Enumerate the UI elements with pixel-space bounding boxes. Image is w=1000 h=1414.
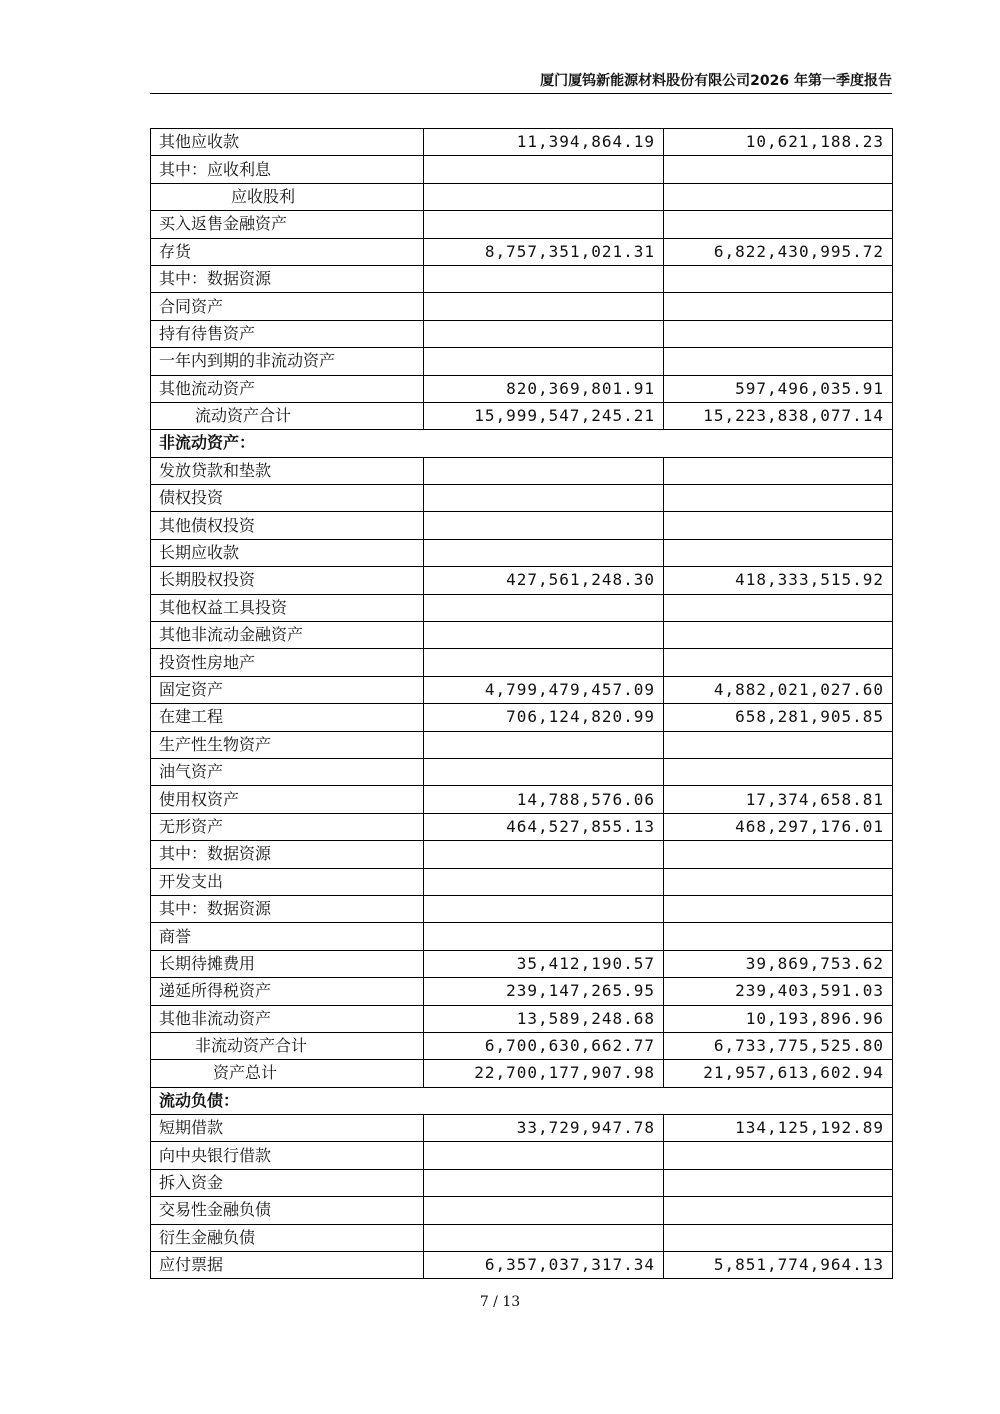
item-label: 商誉 xyxy=(151,923,424,950)
item-label: 生产性生物资产 xyxy=(151,731,424,758)
period-end-value: 4,799,479,457.09 xyxy=(424,676,664,703)
period-end-value: 239,147,265.95 xyxy=(424,978,664,1005)
period-end-value xyxy=(424,539,664,566)
prior-year-end-value: 239,403,591.03 xyxy=(664,978,893,1005)
table-row xyxy=(151,265,893,292)
table-row xyxy=(151,375,893,402)
period-end-value xyxy=(424,868,664,895)
prior-year-end-value: 39,869,753.62 xyxy=(664,950,893,977)
item-label: 其他非流动资产 xyxy=(151,1005,424,1032)
table-row xyxy=(151,457,893,484)
header-divider xyxy=(150,93,892,94)
table-row xyxy=(151,704,893,731)
prior-year-end-value xyxy=(664,539,893,566)
period-end-value xyxy=(424,622,664,649)
table-row xyxy=(151,622,893,649)
balance-sheet-body xyxy=(151,129,893,1279)
table-row xyxy=(151,485,893,512)
table-row xyxy=(151,1115,893,1142)
table-row xyxy=(151,1197,893,1224)
table-row xyxy=(151,320,893,347)
prior-year-end-value: 658,281,905.85 xyxy=(664,704,893,731)
item-label: 其中：数据资源 xyxy=(151,841,424,868)
table-row xyxy=(151,512,893,539)
period-end-value xyxy=(424,320,664,347)
item-label: 衍生金融负债 xyxy=(151,1224,424,1251)
item-label: 固定资产 xyxy=(151,676,424,703)
prior-year-end-value: 597,496,035.91 xyxy=(664,375,893,402)
item-label: 非流动资产合计 xyxy=(151,1032,424,1059)
item-label: 其中：数据资源 xyxy=(151,265,424,292)
period-end-value xyxy=(424,348,664,375)
table-row xyxy=(151,539,893,566)
prior-year-end-value: 10,193,896.96 xyxy=(664,1005,893,1032)
period-end-value xyxy=(424,923,664,950)
table-row xyxy=(151,238,893,265)
balance-sheet-table xyxy=(150,128,893,1279)
item-label: 流动资产合计 xyxy=(151,402,424,429)
item-label: 使用权资产 xyxy=(151,786,424,813)
table-row xyxy=(151,156,893,183)
table-row xyxy=(151,649,893,676)
period-end-value xyxy=(424,457,664,484)
prior-year-end-value xyxy=(664,485,893,512)
period-end-value xyxy=(424,183,664,210)
table-row xyxy=(151,676,893,703)
item-label: 递延所得税资产 xyxy=(151,978,424,1005)
table-row xyxy=(151,868,893,895)
prior-year-end-value xyxy=(664,348,893,375)
table-row xyxy=(151,183,893,210)
section-title: 非流动资产： xyxy=(151,430,893,457)
item-label: 拆入资金 xyxy=(151,1169,424,1196)
item-label: 存货 xyxy=(151,238,424,265)
item-label: 债权投资 xyxy=(151,485,424,512)
prior-year-end-value xyxy=(664,1169,893,1196)
period-end-value xyxy=(424,156,664,183)
period-end-value xyxy=(424,841,664,868)
prior-year-end-value xyxy=(664,512,893,539)
prior-year-end-value: 10,621,188.23 xyxy=(664,129,893,156)
prior-year-end-value xyxy=(664,293,893,320)
period-end-value: 6,700,630,662.77 xyxy=(424,1032,664,1059)
prior-year-end-value: 134,125,192.89 xyxy=(664,1115,893,1142)
prior-year-end-value: 6,733,775,525.80 xyxy=(664,1032,893,1059)
prior-year-end-value xyxy=(664,868,893,895)
table-row xyxy=(151,813,893,840)
section-header-row xyxy=(151,430,893,457)
prior-year-end-value: 15,223,838,077.14 xyxy=(664,402,893,429)
period-end-value xyxy=(424,1224,664,1251)
table-row xyxy=(151,402,893,429)
item-label: 长期应收款 xyxy=(151,539,424,566)
prior-year-end-value xyxy=(664,1142,893,1169)
item-label: 交易性金融负债 xyxy=(151,1197,424,1224)
period-end-value: 14,788,576.06 xyxy=(424,786,664,813)
period-end-value xyxy=(424,211,664,238)
table-row xyxy=(151,841,893,868)
period-end-value xyxy=(424,1142,664,1169)
period-end-value: 6,357,037,317.34 xyxy=(424,1252,664,1279)
table-row xyxy=(151,758,893,785)
prior-year-end-value xyxy=(664,183,893,210)
prior-year-end-value xyxy=(664,265,893,292)
item-label: 合同资产 xyxy=(151,293,424,320)
table-row xyxy=(151,1032,893,1059)
period-end-value: 820,369,801.91 xyxy=(424,375,664,402)
table-row xyxy=(151,950,893,977)
table-row xyxy=(151,1142,893,1169)
item-label: 其他流动资产 xyxy=(151,375,424,402)
period-end-value: 22,700,177,907.98 xyxy=(424,1060,664,1087)
prior-year-end-value: 468,297,176.01 xyxy=(664,813,893,840)
prior-year-end-value xyxy=(664,622,893,649)
table-row xyxy=(151,923,893,950)
item-label: 投资性房地产 xyxy=(151,649,424,676)
period-end-value xyxy=(424,265,664,292)
prior-year-end-value: 21,957,613,602.94 xyxy=(664,1060,893,1087)
period-end-value xyxy=(424,485,664,512)
item-label: 其中：数据资源 xyxy=(151,895,424,922)
prior-year-end-value: 5,851,774,964.13 xyxy=(664,1252,893,1279)
prior-year-end-value xyxy=(664,923,893,950)
period-end-value xyxy=(424,731,664,758)
prior-year-end-value: 17,374,658.81 xyxy=(664,786,893,813)
item-label: 其他应收款 xyxy=(151,129,424,156)
period-end-value xyxy=(424,758,664,785)
item-label: 应收股利 xyxy=(151,183,424,210)
item-label: 发放贷款和垫款 xyxy=(151,457,424,484)
page-number: 7 / 13 xyxy=(479,1294,521,1310)
period-end-value xyxy=(424,895,664,922)
item-label: 持有待售资产 xyxy=(151,320,424,347)
prior-year-end-value xyxy=(664,649,893,676)
prior-year-end-value: 418,333,515.92 xyxy=(664,567,893,594)
period-end-value: 11,394,864.19 xyxy=(424,129,664,156)
table-row xyxy=(151,1252,893,1279)
table-row xyxy=(151,211,893,238)
item-label: 无形资产 xyxy=(151,813,424,840)
prior-year-end-value xyxy=(664,758,893,785)
prior-year-end-value xyxy=(664,841,893,868)
table-row xyxy=(151,978,893,1005)
period-end-value: 464,527,855.13 xyxy=(424,813,664,840)
table-row xyxy=(151,895,893,922)
section-header-row xyxy=(151,1087,893,1114)
item-label: 其他债权投资 xyxy=(151,512,424,539)
prior-year-end-value xyxy=(664,320,893,347)
table-row xyxy=(151,731,893,758)
prior-year-end-value xyxy=(664,156,893,183)
table-row xyxy=(151,1060,893,1087)
prior-year-end-value xyxy=(664,1224,893,1251)
prior-year-end-value: 6,822,430,995.72 xyxy=(664,238,893,265)
period-end-value: 13,589,248.68 xyxy=(424,1005,664,1032)
table-row xyxy=(151,1005,893,1032)
item-label: 短期借款 xyxy=(151,1115,424,1142)
table-row xyxy=(151,567,893,594)
table-row xyxy=(151,786,893,813)
table-row xyxy=(151,293,893,320)
item-label: 买入返售金融资产 xyxy=(151,211,424,238)
table-row xyxy=(151,1169,893,1196)
period-end-value: 15,999,547,245.21 xyxy=(424,402,664,429)
table-row xyxy=(151,129,893,156)
item-label: 其他权益工具投资 xyxy=(151,594,424,621)
period-end-value: 706,124,820.99 xyxy=(424,704,664,731)
period-end-value xyxy=(424,512,664,539)
period-end-value xyxy=(424,594,664,621)
item-label: 长期待摊费用 xyxy=(151,950,424,977)
period-end-value: 33,729,947.78 xyxy=(424,1115,664,1142)
item-label: 资产总计 xyxy=(151,1060,424,1087)
item-label: 油气资产 xyxy=(151,758,424,785)
item-label: 应付票据 xyxy=(151,1252,424,1279)
prior-year-end-value xyxy=(664,211,893,238)
period-end-value xyxy=(424,1169,664,1196)
report-header: 厦门厦钨新能源材料股份有限公司2026 年第一季度报告 xyxy=(540,73,892,89)
period-end-value xyxy=(424,293,664,320)
item-label: 长期股权投资 xyxy=(151,567,424,594)
item-label: 开发支出 xyxy=(151,868,424,895)
table-row xyxy=(151,594,893,621)
period-end-value xyxy=(424,1197,664,1224)
prior-year-end-value xyxy=(664,731,893,758)
period-end-value xyxy=(424,649,664,676)
item-label: 向中央银行借款 xyxy=(151,1142,424,1169)
item-label: 其他非流动金融资产 xyxy=(151,622,424,649)
item-label: 在建工程 xyxy=(151,704,424,731)
prior-year-end-value xyxy=(664,457,893,484)
period-end-value: 8,757,351,021.31 xyxy=(424,238,664,265)
item-label: 一年内到期的非流动资产 xyxy=(151,348,424,375)
prior-year-end-value xyxy=(664,1197,893,1224)
prior-year-end-value xyxy=(664,594,893,621)
prior-year-end-value xyxy=(664,895,893,922)
section-title: 流动负债： xyxy=(151,1087,893,1114)
period-end-value: 427,561,248.30 xyxy=(424,567,664,594)
item-label: 其中：应收利息 xyxy=(151,156,424,183)
period-end-value: 35,412,190.57 xyxy=(424,950,664,977)
prior-year-end-value: 4,882,021,027.60 xyxy=(664,676,893,703)
table-row xyxy=(151,348,893,375)
table-row xyxy=(151,1224,893,1251)
